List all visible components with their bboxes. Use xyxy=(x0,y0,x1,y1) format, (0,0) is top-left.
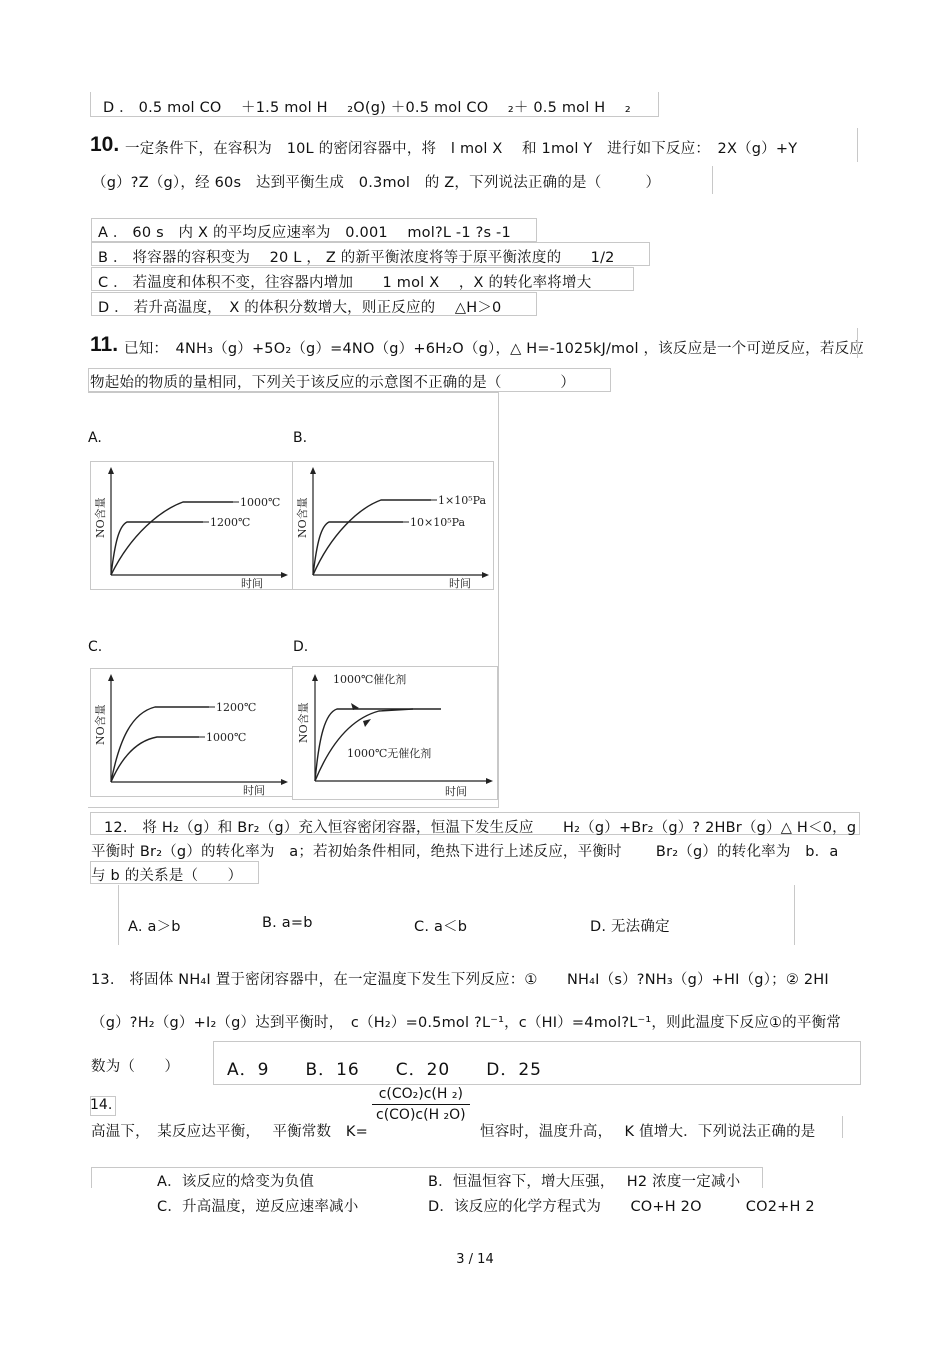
q11-label-c: C. xyxy=(88,639,103,655)
x-axis-arrow xyxy=(482,572,489,578)
q11-chart-a-svg xyxy=(91,462,292,589)
curve-hi-label: 1200℃ xyxy=(216,701,257,714)
q10-option-d: D ． 若升高温度， X 的体积分数增大，则正反应的 △H＞0 xyxy=(98,300,502,316)
q13-stem-line1: 13. 将固体 NH₄I 置于密闭容器中，在一定温度下发生下列反应：① NH₄I（s）?NH₃（g）+HI（g）；② 2HI xyxy=(91,972,829,988)
q14-k-fraction xyxy=(372,1086,470,1123)
curve-lo-label: 1200℃ xyxy=(210,516,251,529)
y-axis-arrow xyxy=(312,674,318,681)
q13-stem-line2: （g）?H₂（g）+I₂（g）达到平衡时， c（H₂）=0.5mol ?L⁻¹，c（HI）=4mol?L⁻¹，则此温度下反应①的平衡常 xyxy=(91,1015,841,1031)
y-label: NO含量 xyxy=(296,497,309,538)
curve-hi xyxy=(111,707,209,782)
x-label: 时间 xyxy=(243,784,265,796)
q11-stem-line2: 物起始的物质的量相同，下列关于该反应的示意图不正确的是（ ） xyxy=(90,375,576,391)
q11-number: 11. xyxy=(90,333,119,356)
q10-option-c: C ． 若温度和体积不变，往容器内增加 1 mol X ，X 的转化率将增大 xyxy=(98,275,592,291)
curve-hi-label: 1000℃ xyxy=(240,496,281,509)
curve-lo-label: 1000℃无催化剂 xyxy=(347,747,432,760)
curve-hi-label: 1000℃催化剂 xyxy=(333,673,407,686)
q10-stem-line2: （g）?Z（g），经 60s 达到平衡生成 0.3mol 的 Z，下列说法正确的是（ ） xyxy=(92,175,661,191)
q11-label-b: B. xyxy=(293,430,308,446)
x-axis-arrow xyxy=(486,778,493,784)
curve-hi xyxy=(313,500,431,575)
q10-divider xyxy=(857,128,858,162)
x-axis-arrow xyxy=(281,779,288,785)
curve-lo-label: 10×10⁵Pa xyxy=(410,516,466,529)
q13-stem-line3: 数为（ ） xyxy=(91,1059,180,1075)
q11-chart-c-svg xyxy=(91,669,292,796)
q11-divider xyxy=(857,328,858,358)
q12-option-a: A. a＞b xyxy=(128,919,181,935)
curve-hi-label: 1×10⁵Pa xyxy=(438,494,487,507)
q11-chart-d-svg xyxy=(293,667,497,799)
q9-option-d: D ． 0.5 mol CO ＋1.5 mol H ₂O(g) ＋0.5 mol CO ₂＋ 0.5 mol H ₂ xyxy=(103,100,631,116)
q14-option-d: D．该反应的化学方程式为 CO+H 2O CO2+H 2 xyxy=(428,1199,815,1215)
q14-stem-suffix: 恒容时，温度升高， K 值增大．下列说法正确的是 xyxy=(480,1124,816,1140)
q13-options: A．9 B．16 C．20 D．25 xyxy=(227,1060,542,1080)
curve-hi xyxy=(111,502,233,575)
q12-stem-line3: 与 b 的关系是（ ） xyxy=(91,868,243,884)
q11-chart-b-svg xyxy=(293,462,493,589)
q11-chart-a xyxy=(90,461,293,590)
q14-option-b: B．恒温恒容下，增大压强， H2 浓度一定减小 xyxy=(428,1174,741,1190)
y-axis-arrow xyxy=(310,467,316,474)
q14-divider xyxy=(842,1116,843,1138)
q12-option-d: D. 无法确定 xyxy=(590,919,670,935)
q10-option-b: B ． 将容器的容积变为 20 L ， Z 的新平衡浓度将等于原平衡浓度的 1/2 xyxy=(98,250,615,266)
q12-stem-line1: 12. 将 H₂（g）和 Br₂（g）充入恒容密闭容器，恒温下发生反应 H₂（g）+Br₂（g）? 2HBr（g）△ H＜0，g xyxy=(104,820,857,836)
q14-option-c: C．升高温度，逆反应速率减小 xyxy=(157,1199,359,1215)
q10-stem-line1: 一定条件下，在容积为 10L 的密闭容器中，将 l mol X 和 1mol Y 进行如下反应： 2X（g）+Y xyxy=(125,141,798,157)
y-label: NO含量 xyxy=(94,497,107,538)
curve-lo xyxy=(315,709,413,781)
q14-option-a: A．该反应的焓变为负值 xyxy=(157,1174,315,1190)
y-axis-arrow xyxy=(108,674,114,681)
y-label: NO含量 xyxy=(297,702,310,743)
q12-option-b: B. a=b xyxy=(262,915,313,931)
q11-label-d: D. xyxy=(293,639,309,655)
x-label: 时间 xyxy=(445,785,467,798)
q11-label-a: A. xyxy=(88,430,102,446)
q10-option-a: A ． 60 s 内 X 的平均反应速率为 0.001 mol?L -1 ?s -1 xyxy=(98,225,511,241)
q14-k-denominator: c(CO)c(H ₂O) xyxy=(376,1107,466,1123)
curve-lo-label: 1000℃ xyxy=(206,731,247,744)
x-label: 时间 xyxy=(449,577,471,589)
q10-number: 10. xyxy=(90,133,120,156)
q11-chart-b xyxy=(292,461,494,590)
q10-divider-2 xyxy=(712,166,713,194)
curve-lo xyxy=(111,737,199,782)
curve-lo xyxy=(111,522,203,575)
q14-stem-prefix: 高温下， 某反应达平衡， 平衡常数 K= xyxy=(91,1124,368,1140)
q11-stem-line1: 已知： 4NH₃（g）+5O₂（g）=4NO（g）+6H₂O（g），△ H=-1025kJ/mol ，该反应是一个可逆反应，若反应 xyxy=(124,341,864,357)
q12-option-c: C. a＜b xyxy=(414,919,468,935)
q11-chart-d xyxy=(292,666,498,800)
y-label: NO含量 xyxy=(94,704,107,745)
y-axis-arrow xyxy=(108,467,114,474)
arrow-lo xyxy=(363,719,371,727)
page-number: 3 / 14 xyxy=(456,1252,494,1267)
q12-options-divider-left xyxy=(118,885,119,945)
q12-stem-line2: 平衡时 Br₂（g）的转化率为 a；若初始条件相同，绝热下进行上述反应，平衡时 Br₂（g）的转化率为 b．a xyxy=(91,844,839,860)
q14-k-numerator: c(CO₂)c(H ₂) xyxy=(372,1086,470,1105)
q14-number: 14. xyxy=(90,1097,113,1113)
x-label: 时间 xyxy=(241,577,263,589)
q11-chart-c xyxy=(90,668,293,797)
x-axis-arrow xyxy=(281,572,288,578)
q12-options-divider-right xyxy=(794,885,795,945)
